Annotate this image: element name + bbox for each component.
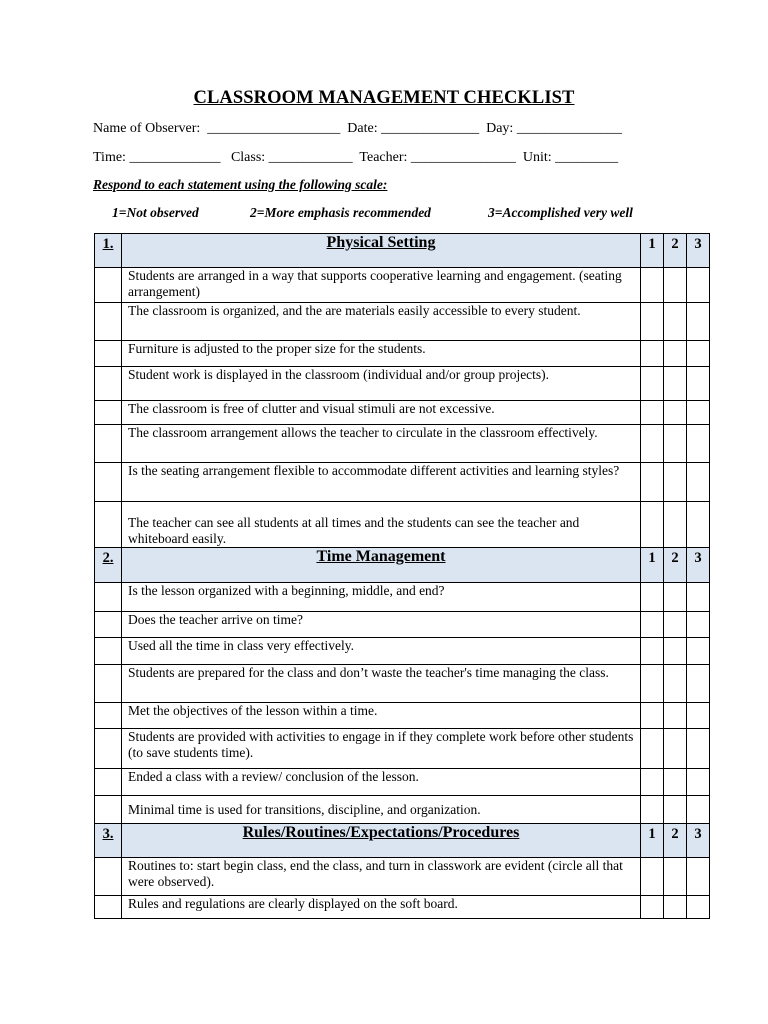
checklist-item: Is the seating arrangement flexible to accommodate different activities and learning styles?: [122, 463, 641, 502]
checklist-row: [95, 703, 710, 729]
rating-box-2[interactable]: [664, 729, 687, 769]
checklist-item: Students are provided with activities to engage in if they complete work before other students (to save students time).: [122, 729, 641, 769]
rating-box-1[interactable]: [641, 463, 664, 502]
rating-box-2[interactable]: [664, 502, 687, 548]
rating-box-2[interactable]: [664, 612, 687, 638]
rating-box-2[interactable]: [664, 268, 687, 303]
scale-3-label: 3=Accomplished very well: [488, 205, 633, 220]
section-header-time-management: [95, 548, 710, 583]
rating-box-2[interactable]: [664, 796, 687, 824]
checklist-item: Minimal time is used for transitions, discipline, and organization.: [122, 796, 641, 824]
rating-box-2[interactable]: [664, 303, 687, 341]
rating-box-3[interactable]: [687, 703, 710, 729]
blank-cell: [95, 665, 122, 703]
class-info-line: Time: _____________ Class: ____________ Teacher: _______________ Unit: _________: [93, 150, 619, 165]
checklist-row: [95, 896, 710, 919]
section-number: 3.: [95, 824, 122, 858]
rating-box-1[interactable]: [641, 665, 664, 703]
rating-box-3[interactable]: [687, 303, 710, 341]
rating-box-2[interactable]: [664, 463, 687, 502]
checklist-item: Is the lesson organized with a beginning, middle, and end?: [122, 583, 641, 612]
rating-box-1[interactable]: [641, 769, 664, 796]
blank-cell: [95, 463, 122, 502]
checklist-item: Students are arranged in a way that supports cooperative learning and engagement. (seating arrangement): [122, 268, 641, 303]
rating-box-2[interactable]: [664, 341, 687, 367]
rating-box-3[interactable]: [687, 502, 710, 548]
checklist-table: [94, 233, 710, 919]
section-title: Physical Setting: [122, 234, 641, 268]
blank-cell: [95, 425, 122, 463]
rating-box-3[interactable]: [687, 796, 710, 824]
checklist-item: Furniture is adjusted to the proper size for the students.: [122, 341, 641, 367]
rating-box-1[interactable]: [641, 268, 664, 303]
blank-cell: [95, 638, 122, 665]
rating-box-1[interactable]: [641, 401, 664, 425]
checklist-row: [95, 303, 710, 341]
section-header-physical-setting: [95, 234, 710, 268]
rating-col-3: 3: [687, 234, 710, 268]
rating-col-1: 1: [641, 548, 664, 583]
section-header-rules-routines: [95, 824, 710, 858]
blank-cell: [95, 896, 122, 919]
blank-cell: [95, 703, 122, 729]
checklist-row: [95, 463, 710, 502]
blank-cell: [95, 502, 122, 548]
checklist-item: Student work is displayed in the classroom (individual and/or group projects).: [122, 367, 641, 401]
checklist-row: [95, 401, 710, 425]
section-number: 1.: [95, 234, 122, 268]
checklist-row: [95, 858, 710, 896]
rating-box-3[interactable]: [687, 769, 710, 796]
blank-cell: [95, 341, 122, 367]
scale-1-label: 1=Not observed: [112, 205, 199, 220]
rating-box-3[interactable]: [687, 463, 710, 502]
rating-box-1[interactable]: [641, 729, 664, 769]
rating-col-2: 2: [664, 234, 687, 268]
rating-box-1[interactable]: [641, 703, 664, 729]
blank-cell: [95, 769, 122, 796]
checklist-item: Routines to: start begin class, end the class, and turn in classwork are evident (circle all that were observed).: [122, 858, 641, 896]
rating-box-2[interactable]: [664, 583, 687, 612]
page-title: CLASSROOM MANAGEMENT CHECKLIST: [193, 88, 575, 108]
checklist-row: [95, 502, 710, 548]
rating-box-1[interactable]: [641, 303, 664, 341]
rating-col-2: 2: [664, 824, 687, 858]
rating-box-1[interactable]: [641, 858, 664, 896]
blank-cell: [95, 612, 122, 638]
checklist-item: The classroom arrangement allows the teacher to circulate in the classroom effectively.: [122, 425, 641, 463]
observer-info-line: Name of Observer: ___________________ Date: ______________ Day: _______________: [93, 121, 622, 136]
rating-box-3[interactable]: [687, 367, 710, 401]
rating-box-3[interactable]: [687, 268, 710, 303]
rating-box-2[interactable]: [664, 425, 687, 463]
rating-box-1[interactable]: [641, 425, 664, 463]
section-title: Time Management: [122, 548, 641, 583]
rating-box-3[interactable]: [687, 425, 710, 463]
checklist-item: The classroom is organized, and the are materials easily accessible to every student.: [122, 303, 641, 341]
rating-box-3[interactable]: [687, 638, 710, 665]
rating-box-2[interactable]: [664, 638, 687, 665]
rating-col-3: 3: [687, 548, 710, 583]
rating-box-2[interactable]: [664, 703, 687, 729]
checklist-row: [95, 796, 710, 824]
checklist-row: [95, 341, 710, 367]
rating-box-1[interactable]: [641, 502, 664, 548]
rating-box-1[interactable]: [641, 638, 664, 665]
rating-box-3[interactable]: [687, 858, 710, 896]
checklist-item: Does the teacher arrive on time?: [122, 612, 641, 638]
rating-col-2: 2: [664, 548, 687, 583]
checklist-row: [95, 769, 710, 796]
blank-cell: [95, 729, 122, 769]
rating-box-3[interactable]: [687, 896, 710, 919]
rating-box-3[interactable]: [687, 729, 710, 769]
checklist-row: [95, 268, 710, 303]
checklist-row: [95, 583, 710, 612]
rating-box-2[interactable]: [664, 367, 687, 401]
checklist-item: Students are prepared for the class and don’t waste the teacher's time managing the class.: [122, 665, 641, 703]
rating-col-1: 1: [641, 824, 664, 858]
checklist-item: Met the objectives of the lesson within a time.: [122, 703, 641, 729]
checklist-row: [95, 665, 710, 703]
rating-box-2[interactable]: [664, 665, 687, 703]
rating-box-1[interactable]: [641, 896, 664, 919]
blank-cell: [95, 401, 122, 425]
blank-cell: [95, 583, 122, 612]
rating-box-3[interactable]: [687, 612, 710, 638]
rating-box-1[interactable]: [641, 341, 664, 367]
rating-box-2[interactable]: [664, 769, 687, 796]
blank-cell: [95, 858, 122, 896]
section-number: 2.: [95, 548, 122, 583]
rating-box-3[interactable]: [687, 665, 710, 703]
blank-cell: [95, 268, 122, 303]
checklist-item: Rules and regulations are clearly displayed on the soft board.: [122, 896, 641, 919]
rating-col-1: 1: [641, 234, 664, 268]
blank-cell: [95, 367, 122, 401]
checklist-row: [95, 425, 710, 463]
rating-box-1[interactable]: [641, 612, 664, 638]
rating-box-1[interactable]: [641, 583, 664, 612]
scale-instruction: Respond to each statement using the following scale:: [93, 177, 388, 192]
rating-box-3[interactable]: [687, 341, 710, 367]
rating-box-2[interactable]: [664, 401, 687, 425]
checklist-row: [95, 729, 710, 769]
checklist-row: [95, 612, 710, 638]
checklist-item: Ended a class with a review/ conclusion of the lesson.: [122, 769, 641, 796]
rating-box-2[interactable]: [664, 858, 687, 896]
rating-box-1[interactable]: [641, 796, 664, 824]
rating-box-3[interactable]: [687, 401, 710, 425]
checklist-item: Used all the time in class very effectively.: [122, 638, 641, 665]
checklist-item: The teacher can see all students at all times and the students can see the teacher and whiteboard easily.: [122, 502, 641, 548]
blank-cell: [95, 796, 122, 824]
rating-box-1[interactable]: [641, 367, 664, 401]
blank-cell: [95, 303, 122, 341]
rating-box-2[interactable]: [664, 896, 687, 919]
checklist-item: The classroom is free of clutter and visual stimuli are not excessive.: [122, 401, 641, 425]
section-title: Rules/Routines/Expectations/Procedures: [122, 824, 641, 858]
rating-col-3: 3: [687, 824, 710, 858]
scale-2-label: 2=More emphasis recommended: [250, 205, 431, 220]
checklist-row: [95, 367, 710, 401]
rating-box-3[interactable]: [687, 583, 710, 612]
checklist-row: [95, 638, 710, 665]
